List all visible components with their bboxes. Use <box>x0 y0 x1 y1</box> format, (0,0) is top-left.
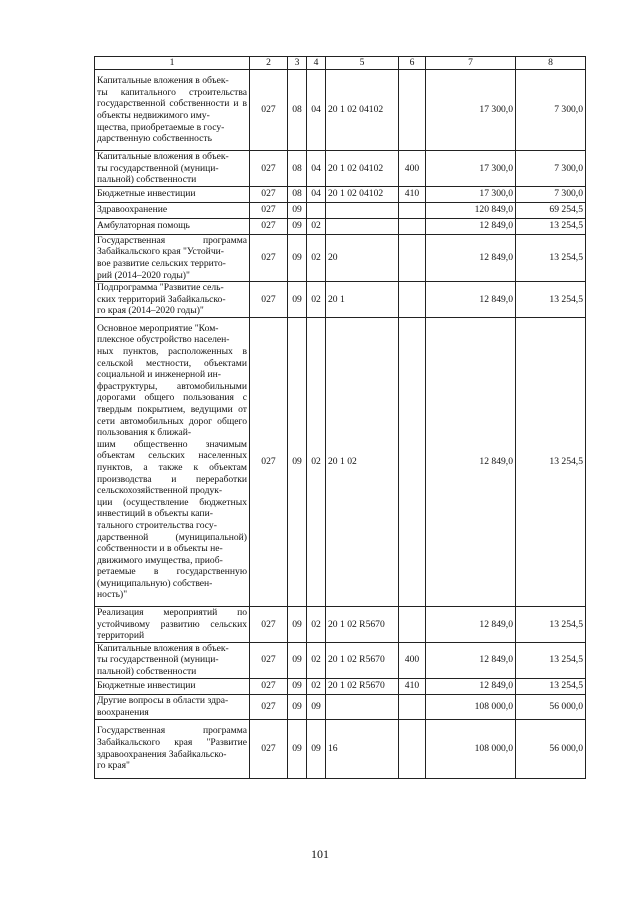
cell-section: 08 <box>288 70 307 151</box>
cell-expense-type: 410 <box>399 678 426 694</box>
table-row <box>95 678 586 694</box>
table-row <box>95 317 586 606</box>
header-cell: 1 <box>95 57 250 70</box>
cell-subsection: 04 <box>307 151 326 187</box>
cell-amount-2: 13 254,5 <box>516 282 586 318</box>
header-cell: 2 <box>250 57 288 70</box>
cell-target-article: 20 1 <box>326 282 399 318</box>
cell-target-article <box>326 218 399 234</box>
cell-section: 09 <box>288 694 307 719</box>
cell-expense-type <box>399 694 426 719</box>
cell-admin-code: 027 <box>250 70 288 151</box>
cell-name: Амбулаторная помощь <box>95 218 250 234</box>
cell-target-article: 20 1 02 <box>326 317 399 606</box>
table-row <box>95 151 586 187</box>
cell-admin-code: 027 <box>250 719 288 778</box>
table-body <box>95 70 586 779</box>
cell-expense-type: 400 <box>399 642 426 678</box>
cell-subsection: 09 <box>307 694 326 719</box>
cell-amount-2: 7 300,0 <box>516 186 586 202</box>
cell-expense-type <box>399 202 426 218</box>
cell-amount-1: 12 849,0 <box>426 234 516 281</box>
cell-target-article: 20 <box>326 234 399 281</box>
cell-section: 09 <box>288 317 307 606</box>
table-row <box>95 642 586 678</box>
cell-subsection: 02 <box>307 678 326 694</box>
cell-target-article: 20 1 02 04102 <box>326 151 399 187</box>
cell-admin-code: 027 <box>250 186 288 202</box>
table-row <box>95 218 586 234</box>
table-row <box>95 606 586 642</box>
cell-subsection: 02 <box>307 282 326 318</box>
cell-expense-type <box>399 234 426 281</box>
cell-admin-code: 027 <box>250 678 288 694</box>
cell-name: Реализация мероприятий по устойчивому развитию сельских территорий <box>95 606 250 642</box>
cell-admin-code: 027 <box>250 218 288 234</box>
cell-subsection: 04 <box>307 186 326 202</box>
cell-subsection: 02 <box>307 234 326 281</box>
cell-subsection <box>307 202 326 218</box>
cell-section: 09 <box>288 234 307 281</box>
cell-amount-2: 69 254,5 <box>516 202 586 218</box>
cell-admin-code: 027 <box>250 694 288 719</box>
cell-amount-2: 56 000,0 <box>516 694 586 719</box>
cell-name: Капитальные вложения в объек- ты государственной (муници- пальной) собственности <box>95 151 250 187</box>
cell-expense-type: 410 <box>399 186 426 202</box>
cell-amount-1: 12 849,0 <box>426 678 516 694</box>
table-row <box>95 694 586 719</box>
cell-name: Здравоохранение <box>95 202 250 218</box>
table-header-row <box>95 57 586 70</box>
cell-amount-1: 12 849,0 <box>426 642 516 678</box>
cell-admin-code: 027 <box>250 282 288 318</box>
cell-expense-type <box>399 606 426 642</box>
cell-expense-type <box>399 317 426 606</box>
table-row <box>95 70 586 151</box>
cell-amount-1: 17 300,0 <box>426 70 516 151</box>
cell-name: Подпрограмма "Развитие сель- ских территорий Забайкальско- го края (2014–2020 годы)" <box>95 282 250 318</box>
cell-admin-code: 027 <box>250 606 288 642</box>
cell-amount-1: 120 849,0 <box>426 202 516 218</box>
cell-section: 09 <box>288 678 307 694</box>
cell-amount-1: 12 849,0 <box>426 317 516 606</box>
cell-subsection: 04 <box>307 70 326 151</box>
cell-amount-1: 108 000,0 <box>426 719 516 778</box>
cell-section: 08 <box>288 186 307 202</box>
table-row <box>95 282 586 318</box>
cell-admin-code: 027 <box>250 317 288 606</box>
cell-admin-code: 027 <box>250 151 288 187</box>
cell-amount-1: 17 300,0 <box>426 151 516 187</box>
cell-target-article: 20 1 02 04102 <box>326 70 399 151</box>
header-cell: 8 <box>516 57 586 70</box>
cell-target-article: 16 <box>326 719 399 778</box>
cell-target-article <box>326 694 399 719</box>
header-cell: 5 <box>326 57 399 70</box>
table-row <box>95 719 586 778</box>
cell-name: Капитальные вложения в объек- ты капитального строительства государственной собственности и в объекты недвижимого иму- щества, приобретаемые в госу- дарственную собственность <box>95 70 250 151</box>
cell-name: Бюджетные инвестиции <box>95 678 250 694</box>
cell-subsection: 02 <box>307 642 326 678</box>
cell-target-article: 20 1 02 04102 <box>326 186 399 202</box>
budget-table <box>94 56 586 779</box>
cell-target-article: 20 1 02 R5670 <box>326 642 399 678</box>
cell-amount-1: 12 849,0 <box>426 606 516 642</box>
cell-name: Государственная программа Забайкальского края "Устойчи- вое развитие сельских террито- рий (2014–2020 годы)" <box>95 234 250 281</box>
cell-expense-type <box>399 218 426 234</box>
cell-expense-type <box>399 70 426 151</box>
cell-name: Другие вопросы в области здра- воохранения <box>95 694 250 719</box>
cell-amount-1: 12 849,0 <box>426 282 516 318</box>
cell-admin-code: 027 <box>250 642 288 678</box>
cell-amount-2: 13 254,5 <box>516 317 586 606</box>
cell-target-article <box>326 202 399 218</box>
table-row <box>95 202 586 218</box>
cell-amount-1: 108 000,0 <box>426 694 516 719</box>
cell-section: 09 <box>288 218 307 234</box>
cell-section: 09 <box>288 282 307 318</box>
cell-amount-2: 13 254,5 <box>516 678 586 694</box>
cell-name: Бюджетные инвестиции <box>95 186 250 202</box>
cell-amount-1: 17 300,0 <box>426 186 516 202</box>
cell-target-article: 20 1 02 R5670 <box>326 678 399 694</box>
cell-amount-2: 13 254,5 <box>516 218 586 234</box>
cell-amount-2: 7 300,0 <box>516 151 586 187</box>
cell-name: Государственная программа Забайкальского края "Развитие здравоохранения Забайкальско- го края" <box>95 719 250 778</box>
cell-expense-type <box>399 719 426 778</box>
cell-target-article: 20 1 02 R5670 <box>326 606 399 642</box>
cell-name: Основное мероприятие "Ком- плексное обустройство населен- ных пунктов, расположенных в сельской местности, объектами социальной и инженерной ин- фраструктуры, автомобильными дорогами общего пользования с твердым покрытием, ведущими от сети автомобильных дорог общего пользования к ближай- шим общественно значимым объектам сельских населенных пунктов, а также к объектам производства и переработки сельскохозяйственной продук- ции (осуществление бюджетных инвестиций в объекты капи- тального строительства госу- дарственной (муниципальной) собственности и в объекты не- движимого имущества, приоб- ретаемые в государственную (муниципальную) собствен- ность)" <box>95 317 250 606</box>
header-cell: 3 <box>288 57 307 70</box>
cell-subsection: 02 <box>307 218 326 234</box>
header-cell: 4 <box>307 57 326 70</box>
cell-section: 08 <box>288 151 307 187</box>
cell-section: 09 <box>288 202 307 218</box>
cell-amount-2: 13 254,5 <box>516 642 586 678</box>
cell-amount-2: 13 254,5 <box>516 234 586 281</box>
cell-amount-2: 13 254,5 <box>516 606 586 642</box>
cell-section: 09 <box>288 642 307 678</box>
cell-section: 09 <box>288 719 307 778</box>
cell-expense-type <box>399 282 426 318</box>
header-cell: 7 <box>426 57 516 70</box>
cell-amount-2: 7 300,0 <box>516 70 586 151</box>
page-number: 101 <box>311 847 329 861</box>
header-cell: 6 <box>399 57 426 70</box>
cell-admin-code: 027 <box>250 234 288 281</box>
cell-name: Капитальные вложения в объек- ты государственной (муници- пальной) собственности <box>95 642 250 678</box>
cell-expense-type: 400 <box>399 151 426 187</box>
table-row <box>95 234 586 281</box>
cell-amount-2: 56 000,0 <box>516 719 586 778</box>
cell-section: 09 <box>288 606 307 642</box>
cell-admin-code: 027 <box>250 202 288 218</box>
cell-subsection: 02 <box>307 606 326 642</box>
cell-subsection: 09 <box>307 719 326 778</box>
cell-subsection: 02 <box>307 317 326 606</box>
table-row <box>95 186 586 202</box>
cell-amount-1: 12 849,0 <box>426 218 516 234</box>
